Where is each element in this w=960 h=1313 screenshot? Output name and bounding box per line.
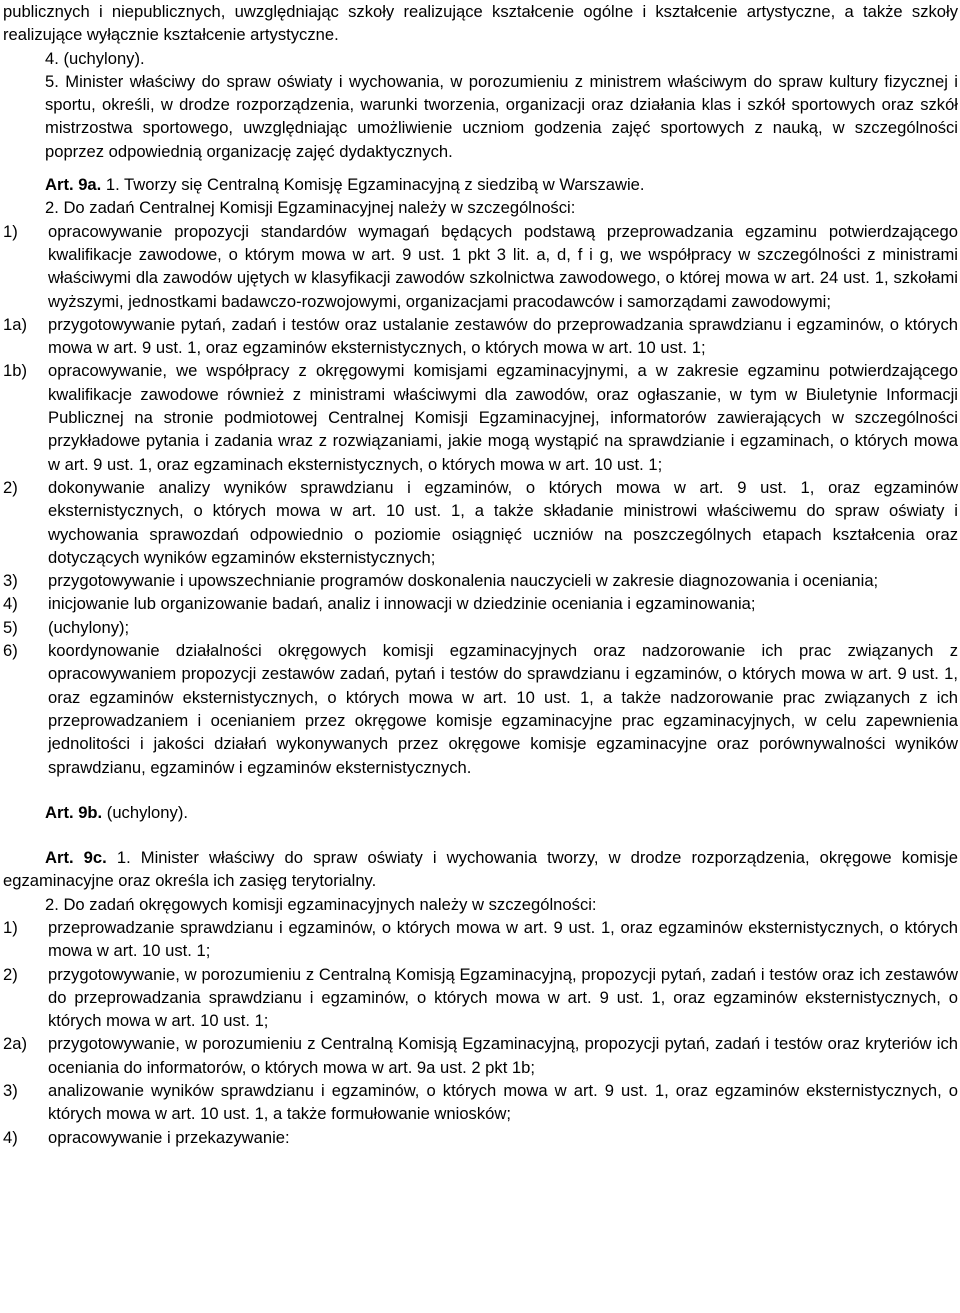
- list-item-number: 1a): [3, 314, 27, 334]
- list-item-number: 3): [3, 571, 18, 591]
- list-item: [0, 616, 960, 639]
- list-item-text: opracowywanie, we współpracy z okręgowymi komisjami egzaminacyjnymi, a w zakresie egzaminu potwierdzającego kwalifikacje zawodowe również z ministrami właściwymi dla zawodów, oraz ogłaszanie, w tym w Biuletynie Informacji Publicznej na stronie podmiotowej Centralnej Komisji Egzaminacyjnej, informatorów zawierających w szczególności przykładowe pytania i zadania wraz z rozwiązaniami, jakie mogą wystąpić na sprawdzianie i egzaminach, o których mowa w art. 9 ust. 1, oraz egzaminach eksternistycznych, o których mowa w art. 10 ust. 1;: [48, 361, 958, 474]
- list-item-number: 4): [3, 1127, 18, 1147]
- list-item: [0, 359, 960, 475]
- paragraph-4: 4. (uchylony).: [45, 48, 145, 68]
- list-item-number: 2a): [3, 1034, 27, 1054]
- list-item: [0, 313, 960, 360]
- list-item-number: 2): [3, 964, 18, 984]
- art-9c-para-1: 1. Minister właściwy do spraw oświaty i wychowania tworzy, w drodze rozporządzenia, okręgowe komisje egzaminacyjne oraz określa ich zasięg terytorialny.: [3, 848, 958, 891]
- list-item-number: 3): [3, 1081, 18, 1101]
- paragraph-5: 5. Minister właściwy do spraw oświaty i wychowania, w porozumieniu z ministrem właściwym do spraw kultury fizycznej i sportu, określi, w drodze rozporządzenia, warunki tworzenia, organizacji oraz działania klas i szkół sportowych oraz szkół mistrzostwa sportowego, uwzględniając umożliwienie uczniom godzenia zajęć sportowych z nauką, w szczególności poprzez odpowiednią organizację zajęć dydaktycznych.: [45, 71, 958, 161]
- list-item: [0, 1079, 960, 1126]
- list-item-number: 6): [3, 641, 18, 661]
- art-9a-heading-line: [0, 173, 960, 196]
- list-item-number: 1b): [3, 361, 27, 381]
- art-9a-list: [0, 220, 960, 779]
- list-item: [0, 1126, 960, 1149]
- list-item-text: opracowywanie i przekazywanie:: [48, 1127, 290, 1147]
- list-item-text: inicjowanie lub organizowanie badań, analiz i innowacji w dziedzinie oceniania i egzaminowania;: [48, 594, 756, 614]
- list-item-number: 4): [3, 594, 18, 614]
- art-9a-heading: Art. 9a.: [45, 175, 102, 195]
- art-9c-list: [0, 916, 960, 1149]
- list-item-number: 1): [3, 917, 18, 937]
- list-item: [0, 963, 960, 1033]
- list-item-number: 2): [3, 477, 18, 497]
- paragraph-5-first: [0, 70, 960, 163]
- list-item-number: 5): [3, 617, 18, 637]
- art-9a-para-2: 2. Do zadań Centralnej Komisji Egzaminacyjnej należy w szczególności:: [45, 198, 576, 218]
- list-item: [0, 220, 960, 313]
- list-item-text: koordynowanie działalności okręgowych komisji egzaminacyjnych oraz nadzorowanie ich prac związanych z opracowywaniem propozycji zestawów zadań, pytań i testów do sprawdzianu i egzaminów, o których mowa w art. 9 ust. 1, oraz egzaminów eksternistycznych, o których mowa w art. 10 ust. 1, a także nadzorowanie prac związanych z ich przeprowadzaniem i ocenianiem przez okręgowe komisje egzaminacyjne prac egzaminacyjnych, w celu zapewnienia jednolitości i jakości działań wykonywanych przez okręgowe komisje egzaminacyjne oraz porównywalności wyników sprawdzianu, egzaminów i egzaminów eksternistycznych.: [48, 641, 958, 777]
- list-item: [0, 592, 960, 615]
- art-9a-para-1: 1. Tworzy się Centralną Komisję Egzaminacyjną z siedzibą w Warszawie.: [105, 175, 645, 195]
- list-item-text: przeprowadzanie sprawdzianu i egzaminów, o których mowa w art. 9 ust. 1, oraz egzaminów eksternistycznych, o których mowa w art. 10 ust. 1;: [48, 917, 958, 961]
- list-item: [0, 476, 960, 569]
- list-item: [0, 569, 960, 592]
- list-item-text: przygotowywanie, w porozumieniu z Centralną Komisją Egzaminacyjną, propozycji pytań, zadań i testów oraz ich zestawów do przeprowadzania sprawdzianu i egzaminów, o których mowa w art. 9 ust. 1, oraz egzaminów eksternistycznych, o których mowa w art. 10 ust. 1;: [48, 964, 958, 1031]
- art-9b-line: [0, 801, 960, 824]
- list-item-number: 1): [3, 221, 18, 241]
- list-item-text: analizowanie wyników sprawdzianu i egzaminów, o których mowa w art. 9 ust. 1, oraz egzaminów eksternistycznych, o których mowa w art. 10 ust. 1, a także formułowanie wniosków;: [48, 1081, 958, 1124]
- list-item: [0, 639, 960, 779]
- art-9c-heading-line: [0, 846, 960, 893]
- list-item: [0, 1032, 960, 1079]
- list-item-text: opracowywanie propozycji standardów wymagań będących podstawą przeprowadzania egzaminu potwierdzającego kwalifikacje zawodowe, o którym mowa w art. 9 ust. 1 pkt 3 lit. a, d, f i g, we współpracy w szczególności z ministrami właściwymi dla zawodów ujętych w klasyfikacji zawodów szkolnictwa zawodowego, o której mowa w art. 24 ust. 1, szkołami wyższymi, jednostkami badawczo-rozwojowymi, organizacjami pracodawców i samorządami zawodowymi;: [48, 221, 958, 311]
- list-item-text: dokonywanie analizy wyników sprawdzianu i egzaminów, o których mowa w art. 9 ust. 1, oraz egzaminów eksternistycznych, o których mowa w art. 10 ust. 1, a także składanie ministrowi właściwemu do spraw oświaty i wychowania sprawozdań odpowiednio o poziomie osiągnięć uczniów na poszczególnych etapach kształcenia oraz dotyczących wyników egzaminów eksternistycznych;: [48, 477, 958, 567]
- list-item-text: (uchylony);: [48, 617, 130, 637]
- art-9c-heading: Art. 9c.: [45, 848, 107, 868]
- list-item-text: przygotowywanie, w porozumieniu z Centralną Komisją Egzaminacyjną, propozycji pytań, zadań i testów oraz kryteriów ich oceniania do informatorów, o których mowa w art. 9a ust. 2 pkt 1b;: [48, 1034, 958, 1077]
- list-item: [0, 916, 960, 963]
- paragraph-continuation: publicznych i niepublicznych, uwzględniając szkoły realizujące kształcenie ogólne i kształcenie artystyczne, a także szkoły realizujące wyłącznie kształcenie artystyczne.: [3, 2, 958, 45]
- art-9c-para-2: 2. Do zadań okręgowych komisji egzaminacyjnych należy w szczególności:: [45, 894, 597, 914]
- art-9b-heading: Art. 9b.: [45, 802, 103, 822]
- list-item-text: przygotowywanie i upowszechnianie programów doskonalenia nauczycieli w zakresie diagnozowania i oceniania;: [48, 571, 879, 591]
- art-9b-text: (uchylony).: [106, 802, 188, 822]
- list-item-text: przygotowywanie pytań, zadań i testów oraz ustalanie zestawów do przeprowadzania sprawdzianu i egzaminów, o których mowa w art. 9 ust. 1, oraz egzaminów eksternistycznych, o których mowa w art. 10 ust. 1;: [48, 314, 958, 358]
